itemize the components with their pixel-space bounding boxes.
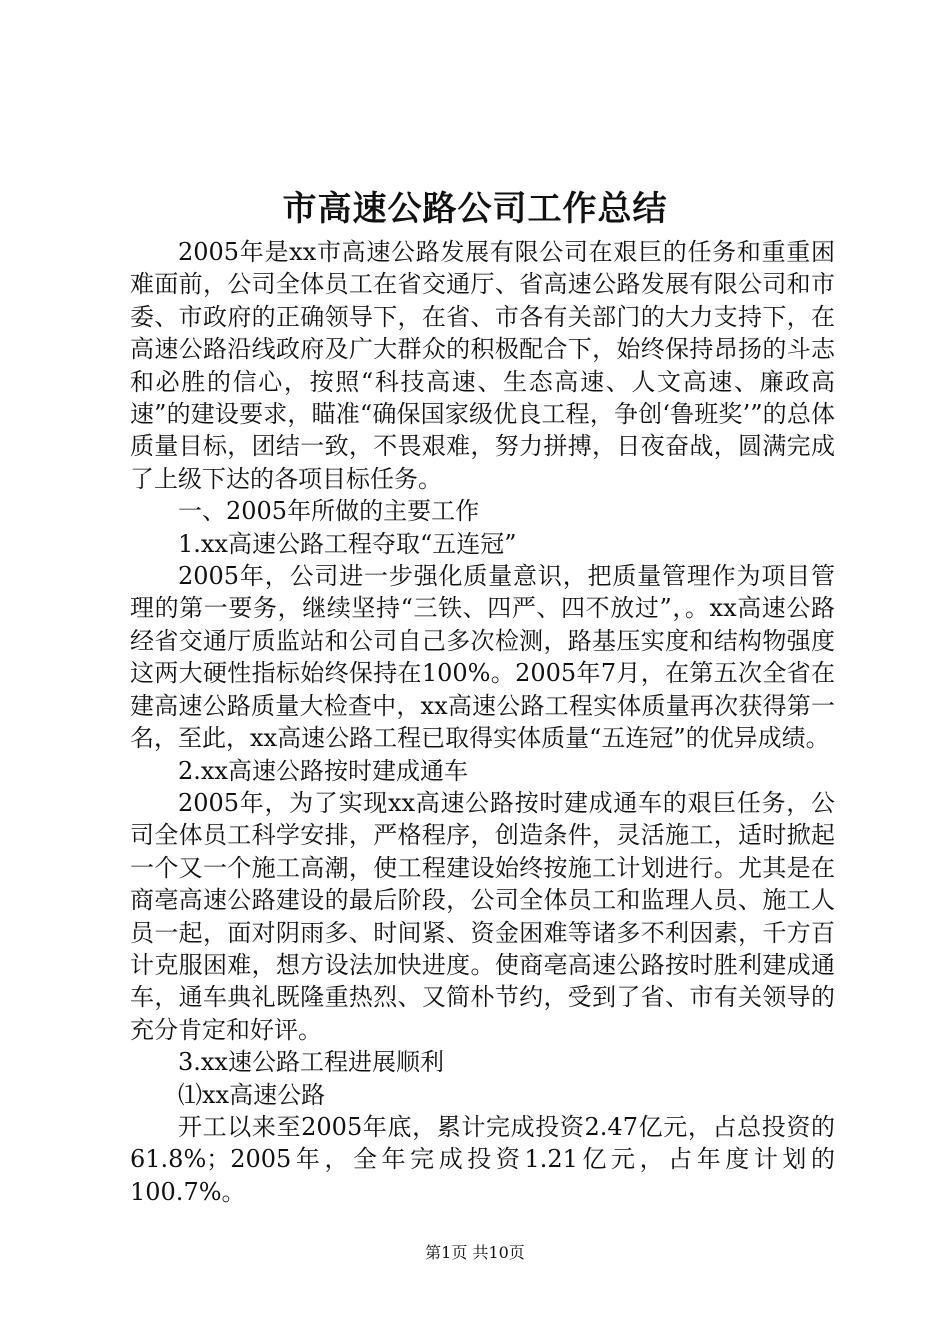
investment-paragraph: 开工以来至2005年底，累计完成投资2.47亿元，占总投资的61.8%；2005年，全年完成投资1.21亿元，占年度计划的100.7%。 [130,1112,835,1206]
subsection-heading-2: 2.xx高速公路按时建成通车 [178,756,468,785]
opening-paragraph: 2005年，为了实现xx高速公路按时建成通车的艰巨任务，公司全体员工科学安排，严格程序，创造条件，灵活施工，适时掀起一个又一个施工高潮，使工程建设始终按施工计划进行。尤其是在商亳高速公路建设的最后阶段，公司全体员工和监理人员、施工人员一起，面对阴雨多、时间紧、资金困难等诸多不利因素，千方百计克服困难，想方设法加快进度。使商亳高速公路按时胜利建成通车，通车典礼既隆重热烈、又简朴节约，受到了省、市有关领导的充分肯定和好评。 [130,788,835,1044]
page-footer: 第1页 共10页 [425,1243,525,1262]
quality-paragraph: 2005年，公司进一步强化质量意识，把质量管理作为项目管理的第一要务，继续坚持“三铁、四严、四不放过”，。xx高速公路经省交通厅质监站和公司自己多次检测，路基压实度和结构物强度这两大硬性指标始终保持在100%。2005年7月，在第五次全省在建高速公路质量大检查中，xx高速公路工程实体质量再次获得第一名，至此，xx高速公路工程已取得实体质量“五连冠”的优异成绩。 [130,562,835,753]
document-body [130,236,835,1208]
subsection-heading-3: 3.xx速公路工程进展顺利 [178,1048,444,1077]
item-heading: ⑴xx高速公路 [178,1080,326,1109]
section-heading: 一、2005年所做的主要工作 [178,497,480,526]
subsection-heading-1: 1.xx高速公路工程夺取“五连冠” [178,529,517,558]
document-title: 市高速公路公司工作总结 [282,189,668,229]
intro-paragraph: 2005年是xx市高速公路发展有限公司在艰巨的任务和重重困难面前，公司全体员工在省交通厅、省高速公路发展有限公司和市委、市政府的正确领导下，在省、市各有关部门的大力支持下，在高速公路沿线政府及广大群众的积极配合下，始终保持昂扬的斗志和必胜的信心，按照“科技高速、生态高速、人文高速、廉政高速”的建设要求，瞄准“确保国家级优良工程，争创‘鲁班奖’”的总体质量目标，团结一致，不畏艰难，努力拼搏，日夜奋战，圆满完成了上级下达的各项目标任务。 [130,238,835,493]
